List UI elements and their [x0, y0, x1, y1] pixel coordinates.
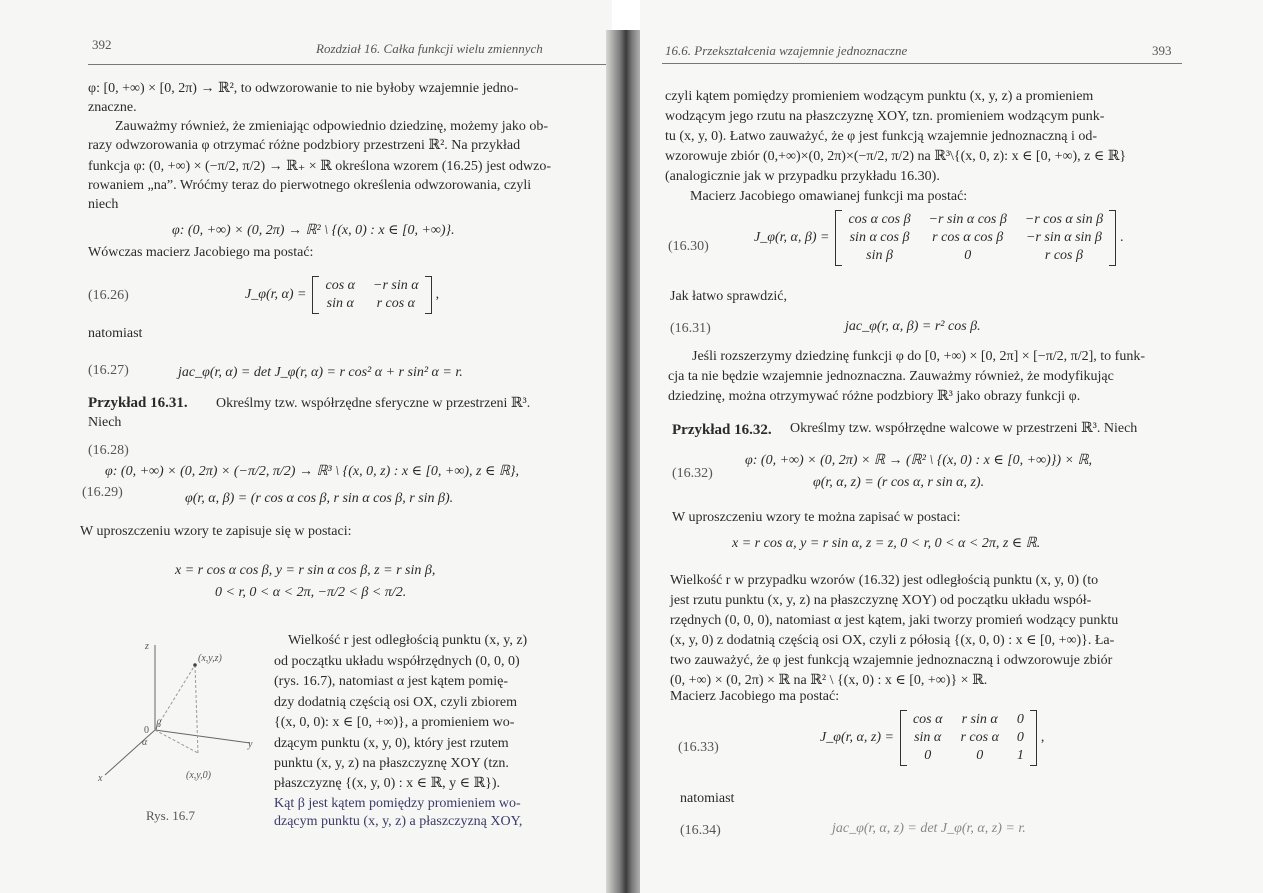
text-line: two zauważyć, że φ jest funkcją wzajemnie jednoznaczną i odwzorowuje zbiór: [670, 653, 1113, 668]
natomiast-label: natomiast: [680, 791, 735, 806]
equation-number: (16.29): [82, 485, 123, 500]
matrix-cell: cos α: [912, 712, 943, 727]
side-text-line: {(x, 0, 0): x ∈ [0, +∞)}, a promieniem wo-: [274, 715, 515, 730]
equation-16-32-line2: φ(r, α, z) = (r cos α, r sin α, z).: [813, 475, 985, 490]
matrix-cell: r cos α: [376, 296, 416, 311]
text-line: φ: [0, +∞) × [0, 2π) → ℝ², to odwzorowanie to nie byłoby wzajemnie jedno-: [88, 81, 519, 96]
example-text: Niech: [88, 415, 122, 430]
side-text-line: dzącym punktu (x, y, 0), który jest rzutem: [274, 736, 509, 751]
spherical-coordinates-figure: [90, 635, 275, 785]
text-line: znaczne.: [88, 100, 137, 115]
text-line: cja ta nie będzie wzajemnie jednoznaczna. Zauważmy również, że modyfikując: [668, 369, 1114, 384]
alpha-label: α: [142, 737, 148, 748]
header-rule: [662, 63, 1182, 64]
text-line: Zauważmy również, że zmieniając odpowiednio dziedzinę, możemy jako ob-: [115, 119, 549, 134]
text-line: (x, y, 0) z dodatnią częścią osi OX, czyli z półosią {(x, 0, 0) : x ∈ [0, +∞)}. Ła-: [670, 633, 1115, 648]
radius-line: [155, 665, 195, 730]
matrix-cell: 1: [1016, 748, 1024, 763]
text-line: (0, +∞) × (0, 2π) × ℝ na ℝ² \ {(x, 0) : x ∈ [0, +∞)} × ℝ.: [670, 673, 988, 688]
matrix-bracket-left: [900, 710, 907, 766]
side-text-line: Kąt β jest kątem pomiędzy promieniem wo-: [274, 796, 521, 811]
beta-label: β: [156, 719, 161, 730]
equation-trail: ,: [435, 287, 440, 302]
equation-lhs: J_φ(r, α, β) =: [754, 230, 830, 245]
text-line: Macierz Jacobiego omawianej funkcji ma postać:: [690, 189, 968, 204]
right-page: [640, 0, 1263, 893]
axis-x-label: x: [98, 773, 103, 784]
simplify-intro: W uproszczeniu wzory te można zapisać w postaci:: [672, 510, 961, 525]
matrix-bracket-right: [1109, 210, 1116, 266]
side-text-line: (rys. 16.7), natomiast α jest kątem pomię-: [274, 674, 509, 689]
equation-number: (16.34): [680, 823, 721, 838]
text-line: funkcja φ: (0, +∞) × (−π/2, π/2) → ℝ₊ × ℝ określona wzorem (16.25) jest odwzo-: [88, 159, 552, 174]
equation-number: (16.28): [88, 443, 129, 458]
simplify-formula: x = r cos α, y = r sin α, z = z, 0 < r, 0 < α < 2π, z ∈ ℝ.: [732, 536, 1041, 551]
running-head: Rozdział 16. Całka funkcji wielu zmiennych: [316, 41, 543, 56]
text-line: razy odwzorowania φ otrzymać różne podzbiory przestrzeni ℝ². Na przykład: [88, 138, 521, 153]
equation-16-29: φ(r, α, β) = (r cos α cos β, r sin α cos β, r sin β).: [185, 491, 454, 506]
side-text-line: płaszczyznę {(x, y, 0) : x ∈ ℝ, y ∈ ℝ}).: [274, 776, 501, 791]
equation-number: (16.32): [672, 466, 713, 481]
text-line: (analogicznie jak w przypadku przykładu 16.30).: [665, 169, 940, 184]
equation-number: (16.31): [670, 321, 711, 336]
side-text-line: dzącym punktu (x, y, z) a płaszczyzną XOY,: [274, 814, 523, 829]
equation-number: (16.27): [88, 363, 129, 378]
equation-16-28: φ: (0, +∞) × (0, 2π) × (−π/2, π/2) → ℝ³ \ {(x, 0, z) : x ∈ [0, +∞), z ∈ ℝ},: [105, 464, 520, 479]
check-intro: Jak łatwo sprawdzić,: [670, 289, 788, 304]
point-label: (x,y,z): [198, 653, 222, 664]
page-number: 392: [92, 37, 112, 52]
page-number: 393: [1152, 43, 1172, 58]
text-line: Wielkość r w przypadku wzorów (16.32) jest odległością punktu (x, y, 0) (to: [670, 573, 1099, 588]
y-axis: [155, 730, 250, 743]
matrix-bracket-left: [835, 210, 842, 266]
drop-line: [195, 665, 198, 753]
simplify-formula: 0 < r, 0 < α < 2π, −π/2 < β < π/2.: [215, 585, 407, 600]
equation-16-30: [754, 210, 1124, 266]
axis-z-label: z: [145, 641, 149, 652]
matrix-cell: sin α: [914, 730, 942, 745]
jacobian-matrix: [319, 276, 424, 314]
matrix-cell: −r sin α sin β: [1025, 230, 1102, 245]
matrix-cell: r cos β: [1044, 248, 1083, 263]
projection-label: (x,y,0): [186, 770, 211, 781]
equation-lhs: J_φ(r, α) =: [245, 287, 307, 302]
natomiast-label: natomiast: [88, 326, 143, 341]
equation-restrict: φ: (0, +∞) × (0, 2π) → ℝ² \ {(x, 0) : x ∈ [0, +∞)}.: [172, 223, 455, 238]
matrix-cell: 0: [964, 248, 972, 263]
side-text-line: dzy dodatnią częścią osi OX, czyli zbiorem: [274, 695, 517, 710]
matrix-cell: −r sin α: [373, 278, 419, 293]
side-text-line: punktu (x, y, z) na płaszczyznę XOY (tzn.: [274, 756, 509, 771]
equation-16-26: [245, 276, 439, 314]
running-head: 16.6. Przekształcenia wzajemnie jednoznaczne: [665, 43, 908, 58]
header-rule: [88, 64, 608, 65]
example-text: Określmy tzw. współrzędne sferyczne w przestrzeni ℝ³.: [216, 396, 531, 411]
matrix-cell: 0: [1016, 730, 1024, 745]
matrix-cell: r cos α cos β: [932, 230, 1004, 245]
matrix-cell: sin α: [326, 296, 354, 311]
jacobian-matrix: [907, 710, 1030, 766]
text-line: Jeśli rozszerzymy dziedzinę funkcji φ do [0, +∞) × [0, 2π] × [−π/2, π/2], to funk-: [692, 349, 1146, 364]
text-line: czyli kątem pomiędzy promieniem wodzącym punktu (x, y, z) a promieniem: [665, 89, 1094, 104]
side-text-line: od początku układu współrzędnych (0, 0, 0): [274, 654, 520, 669]
matrix-cell: cos α: [325, 278, 355, 293]
jacobian-intro: Wówczas macierz Jacobiego ma postać:: [88, 245, 314, 260]
figure-caption: Rys. 16.7: [146, 808, 195, 823]
example-title: Przykład 16.31.: [88, 395, 188, 411]
text-line: niech: [88, 197, 119, 212]
text-line: rowaniem „na”. Wróćmy teraz do pierwotnego określenia odwzorowania, czyli: [88, 178, 532, 193]
text-line: wzorowuje zbiór (0,+∞)×(0, 2π)×(−π/2, π/2) na ℝ³\{(x, 0, z): x ∈ [0, +∞), z ∈ ℝ}: [665, 149, 1127, 164]
matrix-cell: sin α cos β: [849, 230, 910, 245]
matrix-cell: 0: [976, 748, 984, 763]
matrix-bracket-right: [1030, 710, 1037, 766]
equation-trail: ,: [1040, 730, 1045, 745]
text-line: dziedzinę, można otrzymywać różne podzbiory ℝ³ jako obrazy funkcji φ.: [668, 389, 1081, 404]
axis-y-label: y: [248, 739, 253, 750]
matrix-cell: cos α cos β: [848, 212, 911, 227]
text-line: tu (x, y, 0). Łatwo zauważyć, że φ jest funkcją wzajemnie jednoznaczną i od-: [665, 129, 1098, 144]
simplify-intro: W uproszczeniu wzory te zapisuje się w postaci:: [80, 524, 352, 539]
equation-16-33: [820, 710, 1044, 766]
matrix-cell: −r cos α sin β: [1024, 212, 1104, 227]
point-marker: [193, 663, 197, 667]
text-line: jest rzutu punktu (x, y, z) na płaszczyznę XOY) od początku układu współ-: [670, 593, 1092, 608]
equation-lhs: J_φ(r, α, z) =: [820, 730, 894, 745]
text-line: rzędnych (0, 0, 0), natomiast α jest kątem, jaki tworzy promień wodzący punktu: [670, 613, 1119, 628]
left-page: [0, 0, 612, 893]
jacobian-matrix: [842, 210, 1109, 266]
equation-16-34: jac_φ(r, α, z) = det J_φ(r, α, z) = r.: [832, 821, 1026, 836]
equation-number: (16.33): [678, 740, 719, 755]
equation-16-31: jac_φ(r, α, β) = r² cos β.: [845, 319, 981, 334]
matrix-bracket-left: [312, 276, 319, 314]
matrix-cell: sin β: [866, 248, 893, 263]
matrix-cell: 0: [1016, 712, 1024, 727]
matrix-cell: 0: [924, 748, 932, 763]
matrix-cell: r cos α: [960, 730, 999, 745]
text-line: wodzącym jego rzutu na płaszczyznę XOY, tzn. promieniem wodzącym punk-: [665, 109, 1105, 124]
simplify-formula: x = r cos α cos β, y = r sin α cos β, z = r sin β,: [175, 563, 436, 578]
equation-number: (16.26): [88, 288, 129, 303]
x-axis: [105, 730, 155, 775]
equation-16-32-line1: φ: (0, +∞) × (0, 2π) × ℝ → (ℝ² \ {(x, 0) : x ∈ [0, +∞)}) × ℝ,: [745, 453, 1093, 468]
equation-trail: .: [1120, 230, 1124, 245]
example-title: Przykład 16.32.: [672, 422, 772, 438]
side-text-line: Wielkość r jest odległością punktu (x, y, z): [288, 633, 528, 648]
matrix-cell: r sin α: [961, 712, 998, 727]
example-text: Określmy tzw. współrzędne walcowe w przestrzeni ℝ³. Niech: [790, 421, 1138, 436]
text-line: Macierz Jacobiego ma postać:: [670, 689, 840, 704]
matrix-bracket-right: [425, 276, 432, 314]
matrix-cell: −r sin α cos β: [928, 212, 1007, 227]
projection-line: [155, 730, 198, 753]
equation-16-27: jac_φ(r, α) = det J_φ(r, α) = r cos² α + r sin² α = r.: [178, 365, 463, 380]
equation-number: (16.30): [668, 239, 709, 254]
origin-label: 0: [144, 725, 149, 736]
